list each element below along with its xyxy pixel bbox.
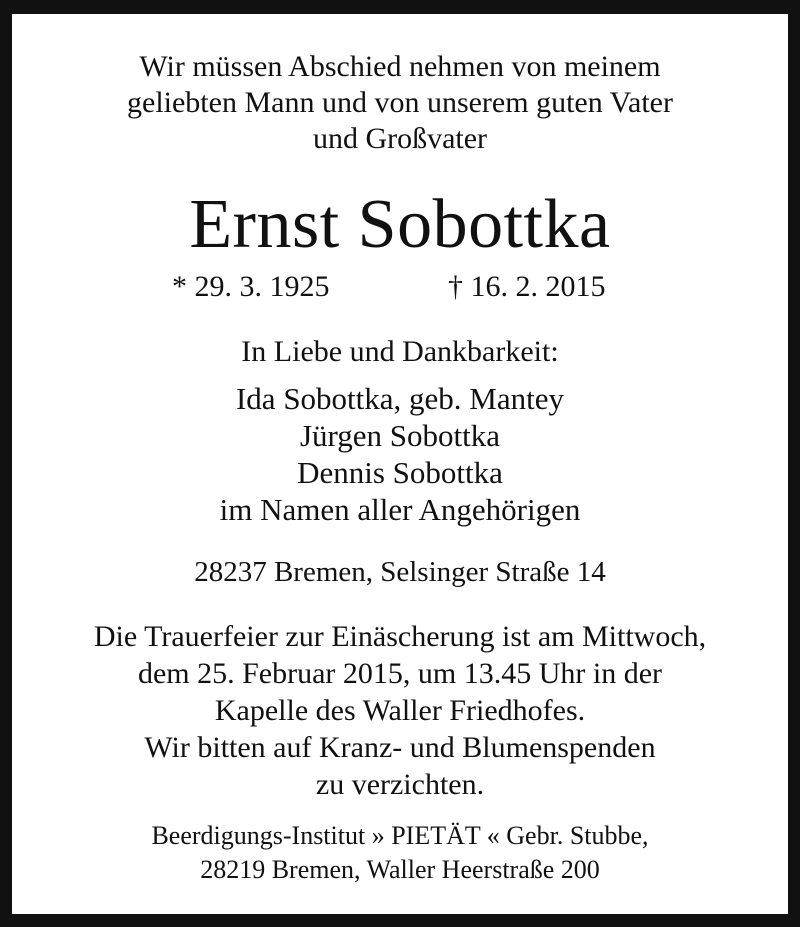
family-line-4: im Namen aller Angehörigen — [219, 492, 581, 527]
institute-line-2: 28219 Bremen, Waller Heerstraße 200 — [200, 855, 600, 884]
family-line-3: Dennis Sobottka — [297, 455, 503, 490]
funeral-line-3: Kapelle des Waller Friedhofes. — [214, 694, 586, 727]
family-line-2: Jürgen Sobottka — [299, 418, 501, 453]
funeral-line-5: zu verzichten. — [315, 768, 485, 801]
death-date: † 16. 2. 2015 — [448, 270, 606, 303]
institute-line-1: Beerdigungs-Institut » PIETÄT « Gebr. Stubbe, — [151, 821, 649, 850]
funeral-line-2: dem 25. Februar 2015, um 13.45 Uhr in der — [137, 657, 663, 690]
deceased-name: Ernst Sobottka — [189, 186, 611, 263]
funeral-line-1: Die Trauerfeier zur Einäscherung ist am Mittwoch, — [93, 620, 707, 653]
family-address: 28237 Bremen, Selsinger Straße 14 — [194, 556, 606, 588]
funeral-line-4: Wir bitten auf Kranz- und Blumenspenden — [144, 731, 656, 764]
intro-line-1: Wir müssen Abschied nehmen von meinem — [139, 50, 661, 83]
family-line-1: Ida Sobottka, geb. Mantey — [235, 381, 564, 416]
intro-line-2: geliebten Mann und von unserem guten Vater — [127, 86, 673, 119]
birth-date: * 29. 3. 1925 — [172, 270, 330, 303]
intro-line-3: und Großvater — [312, 122, 488, 155]
gratitude-line: In Liebe und Dankbarkeit: — [241, 335, 559, 368]
